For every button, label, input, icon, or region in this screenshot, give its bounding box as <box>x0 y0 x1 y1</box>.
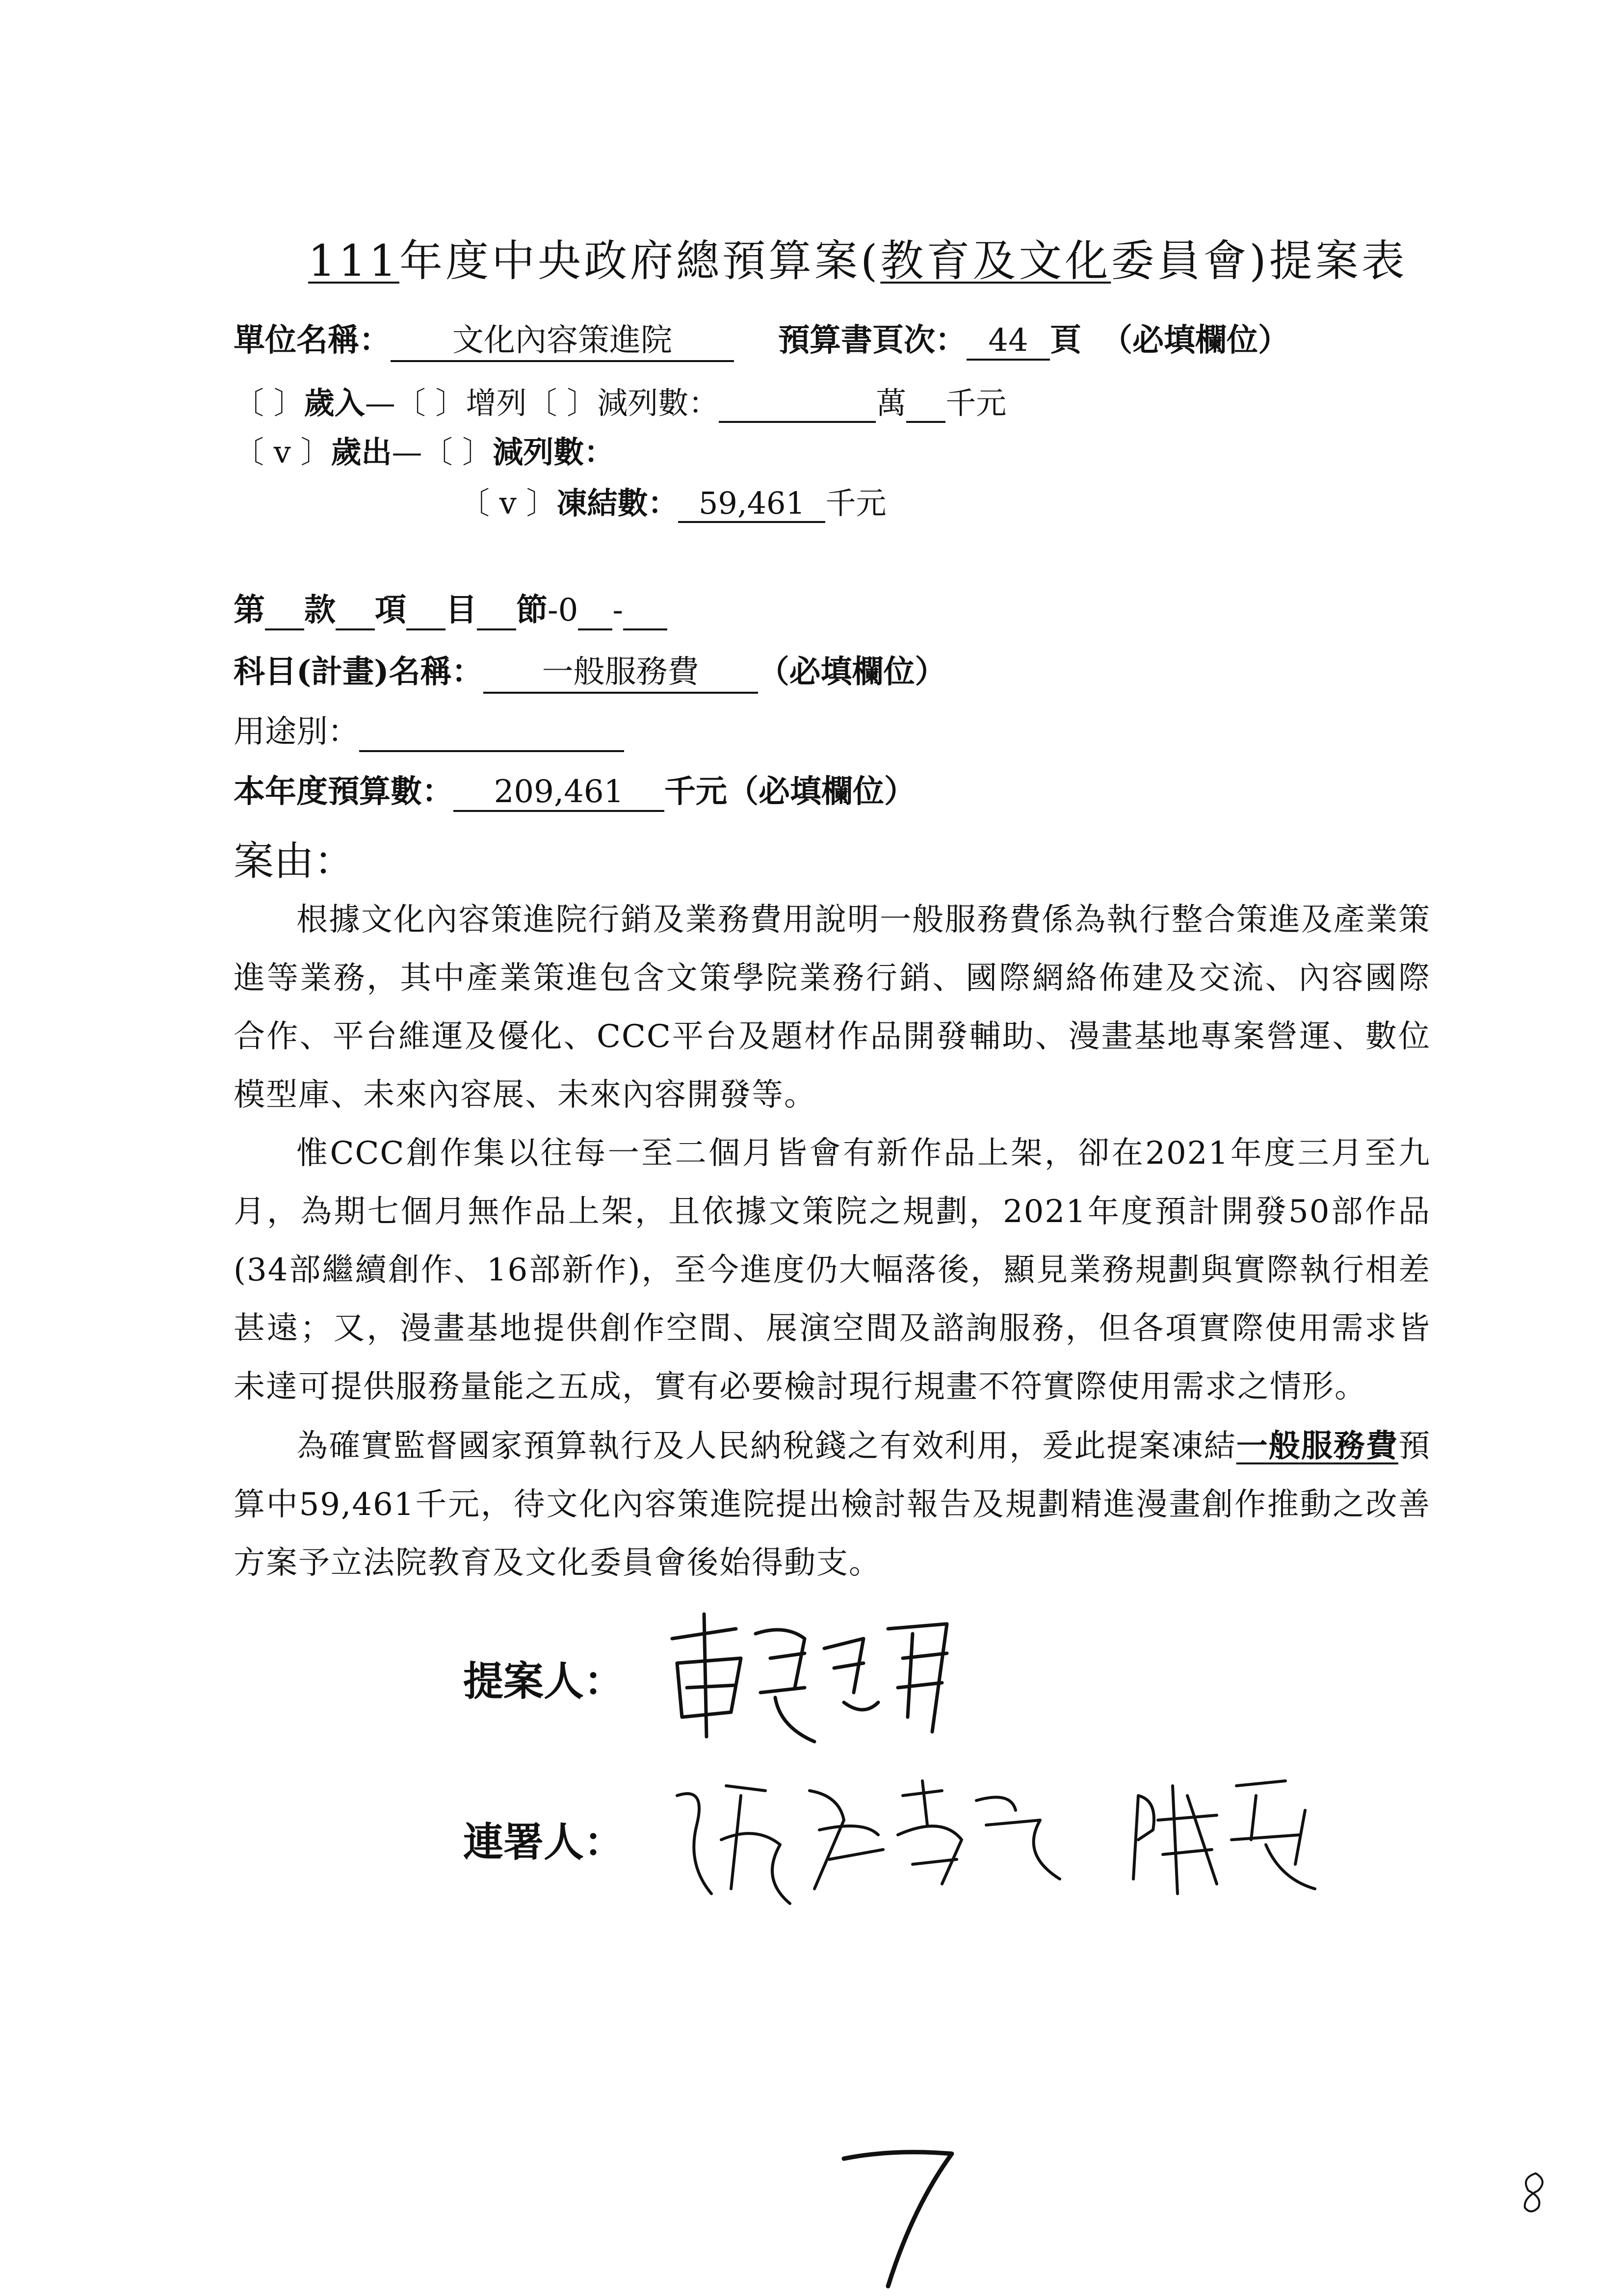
freeze-value: 59,461 <box>678 485 825 523</box>
usage-label: 用途別： <box>234 714 359 750</box>
reason-heading: 案由： <box>234 838 355 885</box>
section-di: 第 <box>234 592 265 628</box>
expense-label: 歲出 <box>331 434 392 470</box>
section-mu: 目 <box>445 592 477 628</box>
budget-value: 209,461 <box>453 774 664 812</box>
proposer-label: 提案人： <box>463 1658 625 1705</box>
subject-row <box>234 647 946 694</box>
reason-paragraph-1: 根據文化內容策進院行銷及業務費用說明一般服務費係為執行整合策進及產業策進等業務，其中產業策進包含文策學院業務行銷、國際網絡佈建及交流、內容國際合作、平台維運及優化、CCC平台及題材作品開發輔助、漫畫基地專案營運、數位模型庫、未來內容展、未來內容開發等。 <box>234 902 1431 1113</box>
revenue-qian-blank <box>906 385 945 423</box>
freeze-label: 凍結數： <box>556 485 679 521</box>
revenue-label: 歲入 <box>304 385 365 421</box>
page-suffix: 頁 <box>1050 322 1081 359</box>
section-jie: 節 <box>516 592 548 628</box>
reason-p3-bold: 一般服務費 <box>1236 1428 1398 1464</box>
expense-dash: — <box>392 434 422 470</box>
subject-label: 科目(計畫)名稱： <box>234 653 483 690</box>
revenue-amount-blank <box>719 385 876 423</box>
handwritten-number-seven <box>834 2139 971 2296</box>
blank-5 <box>578 592 612 630</box>
section-xiang: 項 <box>375 592 406 628</box>
blank-3 <box>406 592 445 630</box>
form-title <box>308 227 1408 288</box>
freeze-check: 〔 v 〕 <box>459 485 557 521</box>
page-value: 44 <box>967 322 1050 361</box>
expense-row <box>234 428 614 471</box>
freeze-unit: 千元 <box>825 485 887 521</box>
section-row <box>234 585 667 630</box>
page-label: 預算書頁次： <box>778 322 967 359</box>
reason-p3-b: 預算中59,461千元，待文化內容策進院提出檢討報告及規劃精進漫畫創作推動之改善方案予立法院教育及文化委員會後始得動支。 <box>234 1428 1431 1581</box>
revenue-qian: 千元 <box>945 385 1007 421</box>
revenue-dash: — <box>365 385 395 421</box>
title-part1: 年度中央政府總預算案( <box>399 235 881 286</box>
reason-p3-a: 為確實監督國家預算執行及人民納稅錢之有效利用，爰此提案凍結 <box>296 1428 1236 1464</box>
blank-6 <box>623 592 667 630</box>
unit-label: 單位名稱： <box>234 322 391 359</box>
revenue-wan: 萬 <box>876 385 907 421</box>
subject-value: 一般服務費 <box>483 647 758 694</box>
revenue-inc-box: 〔 〕 <box>395 385 466 421</box>
usage-blank <box>359 714 624 752</box>
usage-row <box>234 706 624 752</box>
reason-paragraph-2: 惟CCC創作集以往每一至二個月皆會有新作品上架，卻在2021年度三月至九月，為期七個月無作品上架，且依據文策院之規劃，2021年度預計開發50部作品(34部繼續創作、16部新作)，至今進度仍大幅落後，顯見業務規劃與實際執行相差甚遠；又，漫畫基地提供創作空間、展演空間及諮詢服務，但各項實際使用需求皆未達可提供服務量能之五成，實有必要檢討現行規畫不符實際使用需求之情形。 <box>234 1135 1431 1405</box>
budget-required: （必填欄位） <box>727 773 916 810</box>
unit-row <box>234 315 1289 362</box>
cosigner-label: 連署人： <box>463 1819 625 1866</box>
title-year: 111 <box>308 235 399 286</box>
blank-1 <box>265 592 304 630</box>
budget-row <box>234 766 916 812</box>
expense-dec-box: 〔 〕 <box>422 434 493 470</box>
handwritten-number-eight <box>1516 2168 1555 2218</box>
cosigner-signature <box>667 1766 1413 1913</box>
revenue-dec-box: 〔 〕 <box>526 385 598 421</box>
budget-label: 本年度預算數： <box>234 773 453 810</box>
proposer-signature <box>657 1604 962 1751</box>
revenue-inc-label: 增列 <box>466 385 527 421</box>
title-part2: 委員會)提案表 <box>1111 235 1408 286</box>
section-code: -0 <box>548 592 578 628</box>
section-kuan: 款 <box>304 592 336 628</box>
expense-check: 〔 v 〕 <box>234 434 331 470</box>
title-committee: 教育及文化 <box>880 235 1111 286</box>
expense-dec-label: 減列數： <box>493 434 615 470</box>
reason-paragraph-3 <box>234 1417 1431 1592</box>
unit-required: （必填欄位） <box>1101 322 1289 359</box>
unit-value: 文化內容策進院 <box>391 315 734 362</box>
blank-2 <box>336 592 375 630</box>
revenue-row <box>234 379 1006 423</box>
revenue-box: 〔 〕 <box>234 385 304 421</box>
section-sep: - <box>612 592 623 628</box>
budget-unit: 千元 <box>664 773 727 810</box>
revenue-dec-label: 減列數： <box>597 385 719 421</box>
blank-4 <box>477 592 516 630</box>
freeze-row <box>459 479 886 523</box>
subject-required: （必填欄位） <box>758 653 946 690</box>
